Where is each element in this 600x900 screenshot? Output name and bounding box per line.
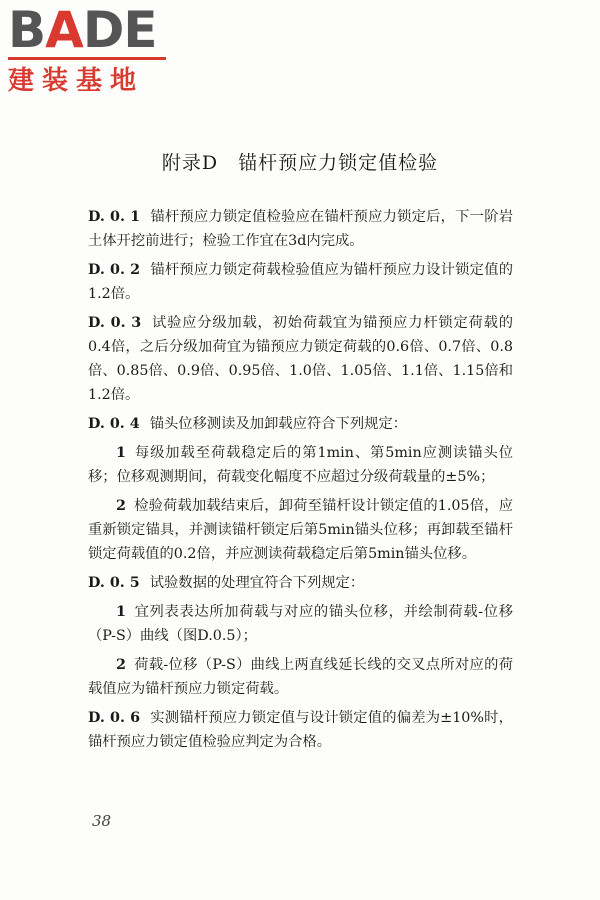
d05-item-2: 2 荷载-位移（P-S）曲线上两直线延长线的交叉点所对应的荷载值应为锚杆预应力锁定荷载。: [88, 657, 513, 697]
clause-d06: D. 0. 6 实测锚杆预应力锁定值与设计锁定值的偏差为±10%时，锚杆预应力锁定值检验应判定为合格。: [88, 710, 513, 750]
logo-subtitle: 建装基地: [8, 66, 145, 96]
logo-wordmark: BADE: [8, 1, 157, 59]
brand-logo: [8, 1, 178, 96]
clause-d03: D. 0. 3 试验应分级加载，初始荷载宜为锚预应力杆锁定荷载的0.4倍，之后分级加荷宜为锚预应力锁定荷载的0.6倍、0.7倍、0.8倍、0.85倍、0.9倍、0.95倍、1.0倍、1.05倍、1.1倍、1.15倍和1.2倍。: [88, 315, 513, 403]
page-number: 38: [92, 812, 112, 830]
d05-item-1: 1 宜列表表达所加荷载与对应的锚头位移，并绘制荷载-位移（P-S）曲线（图D.0.5）；: [88, 604, 513, 644]
appendix-title: 附录D 锚杆预应力锁定值检验: [161, 152, 439, 174]
clause-d01: D. 0. 1 锚杆预应力锁定值检验应在锚杆预应力锁定后，下一阶岩土体开挖前进行；检验工作宜在3d内完成。: [88, 209, 513, 249]
clause-d04: D. 0. 4 锚头位移测读及加卸载应符合下列规定：: [88, 416, 408, 432]
d04-item-2: 2 检验荷载加载结束后，卸荷至锚杆设计锁定值的1.05倍，应重新锁定锚具，并测读锚杆锁定后第5min锚头位移；再卸载至锚杆锁定荷载值的0.2倍，并应测读荷载稳定后第5min锚头位移。: [88, 498, 513, 562]
clause-d05: D. 0. 5 试验数据的处理宜符合下列规定：: [88, 575, 365, 591]
d04-item-1: 1 每级加载至荷载稳定后的第1min、第5min应测读锚头位移；位移观测期间，荷载变化幅度不应超过分级荷载量的±5%；: [88, 445, 513, 485]
clause-d02: D. 0. 2 锚杆预应力锁定荷载检验值应为锚杆预应力设计锁定值的1.2倍。: [88, 262, 513, 302]
document-body: [88, 205, 513, 759]
